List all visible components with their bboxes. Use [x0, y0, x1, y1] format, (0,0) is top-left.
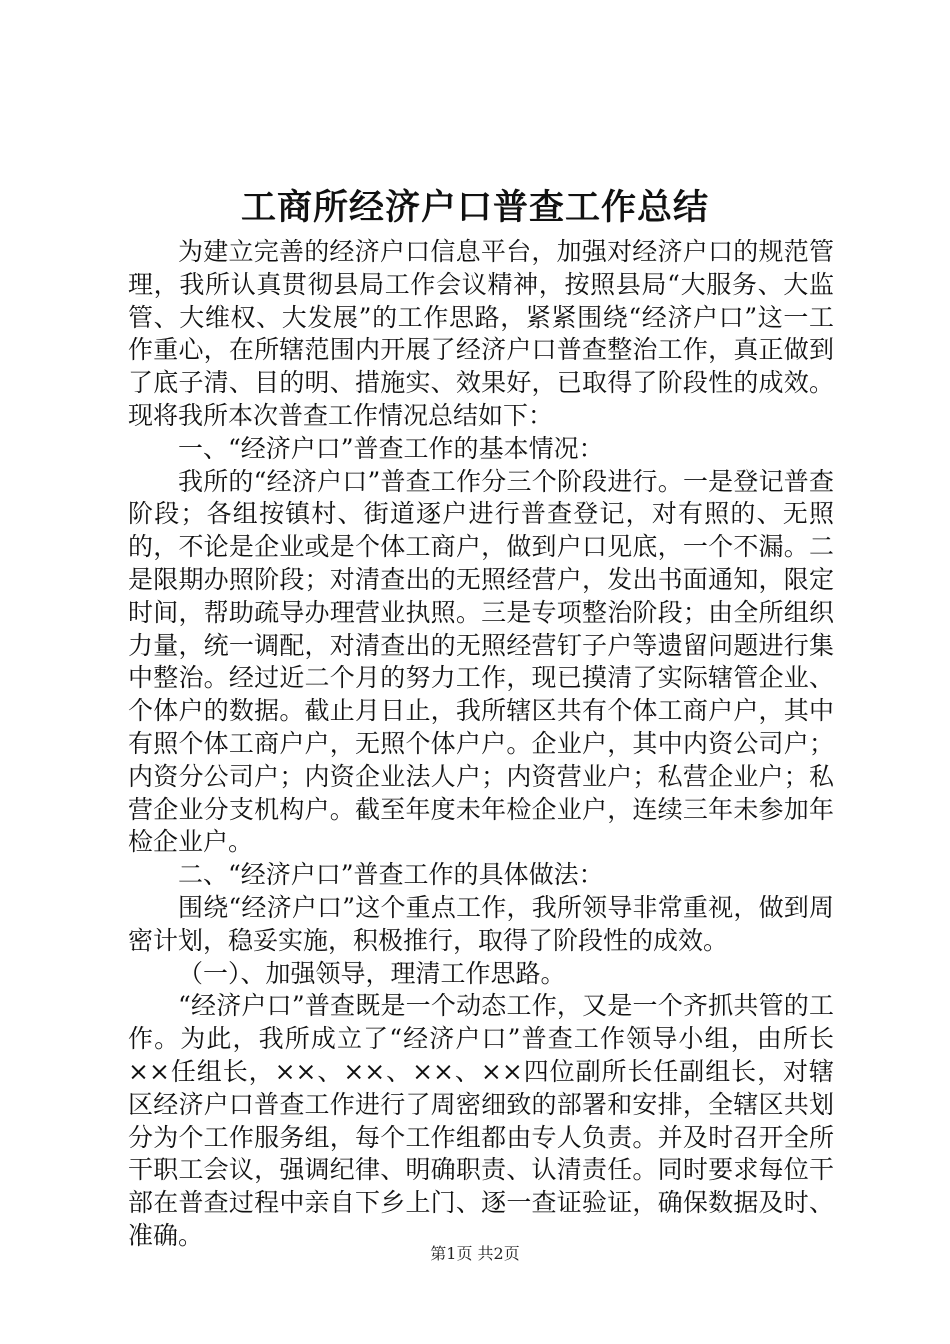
paragraph-approach: 围绕“经济户口”这个重点工作，我所领导非常重视，做到周密计划，稳妥实施，积极推行，取得了阶段性的成效。 — [128, 892, 834, 955]
paragraph-leadership: “经济户口”普查既是一个动态工作，又是一个齐抓共管的工作。为此，我所成立了“经济户口”普查工作领导小组，由所长××任组长，××、××、××、××四位副所长任副组长，对辖区经济户口普查工作进行了周密细致的部署和安排，全辖区共划分为个工作服务组，每个工作组都由专人负责。并及时召开全所干职工会议，强调纪律、明确职责、认清责任。同时要求每位干部在普查过程中亲自下乡上门、逐一查证验证，确保数据及时、准确。 — [128, 991, 834, 1250]
page-footer: 第1页 共2页 — [430, 1244, 520, 1263]
document-title: 工商所经济户口普查工作总结 — [240, 187, 709, 228]
paragraph-basic-situation: 我所的“经济户口”普查工作分三个阶段进行。一是登记普查阶段；各组按镇村、街道逐户进行普查登记，对有照的、无照的，不论是企业或是个体工商户，做到户口见底，一个不漏。二是限期办照阶段；对清查出的无照经营户，发出书面通知，限定时间，帮助疏导办理营业执照。三是专项整治阶段；由全所组织力量，统一调配，对清查出的无照经营钉子户等遗留问题进行集中整治。经过近二个月的努力工作，现已摸清了实际辖管企业、个体户的数据。截止月日止，我所辖区共有个体工商户户，其中有照个体工商户户，无照个体户户。企业户，其中内资公司户；内资分公司户；内资企业法人户；内资营业户；私营企业户；私营企业分支机构户。截至年度未年检企业户，连续三年未参加年检企业户。 — [128, 466, 834, 857]
document-body — [128, 236, 834, 1253]
section-heading-2: 二、“经济户口”普查工作的具体做法： — [178, 860, 604, 890]
section-heading-1: 一、“经济户口”普查工作的基本情况： — [178, 433, 604, 463]
subsection-heading-1: （一）、加强领导，理清工作思路。 — [178, 958, 566, 988]
paragraph-intro: 为建立完善的经济户口信息平台，加强对经济户口的规范管理，我所认真贯彻县局工作会议精神，按照县局“大服务、大监管、大维权、大发展”的工作思路，紧紧围绕“经济户口”这一工作重心，在所辖范围内开展了经济户口普查整治工作，真正做到了底子清、目的明、措施实、效果好，已取得了阶段性的成效。现将我所本次普查工作情况总结如下： — [128, 237, 834, 430]
